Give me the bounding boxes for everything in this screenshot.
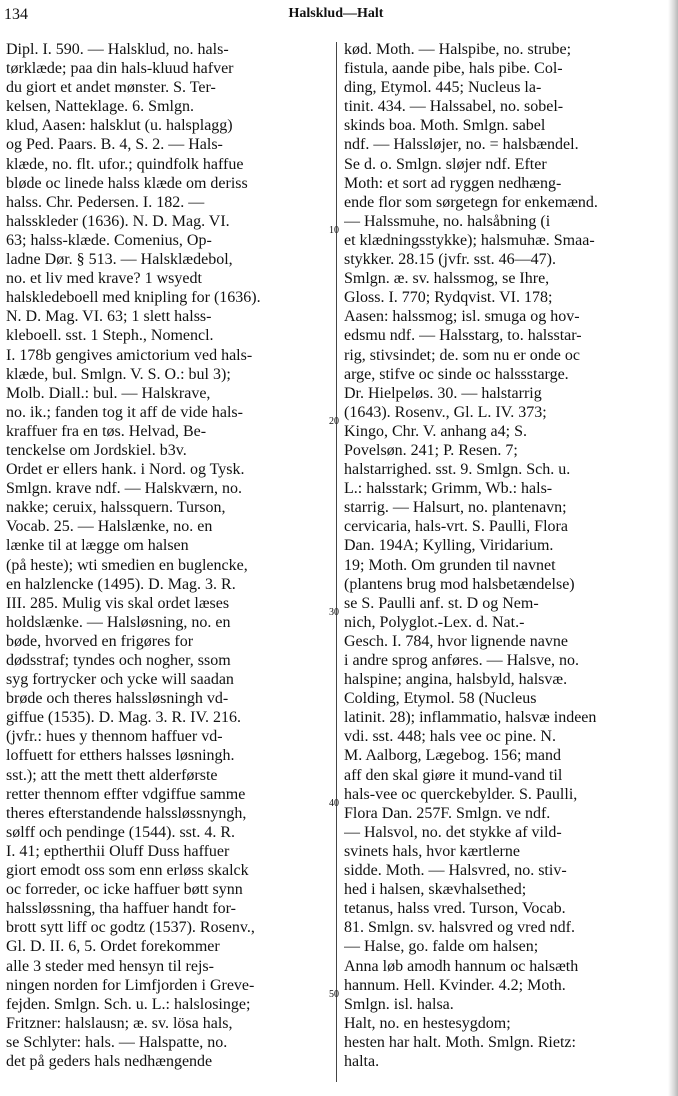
text-line: hannum. Hell. Kvinder. 4.2; Moth. (344, 976, 566, 994)
text-line: sidde. Moth. — Halsvred, no. stiv- (344, 862, 567, 880)
text-line: (plantens brug mod halsbetændelse) (344, 575, 575, 593)
page-number: 134 (4, 6, 28, 23)
text-line: no. ik.; fanden tog it aff de vide hals- (6, 403, 243, 421)
text-line: I. 178b gengives amictorium ved hals- (6, 346, 253, 364)
text-line: det på geders hals nedhængende (6, 1052, 213, 1070)
text-line: ladne Dør. § 513. — Halsklædebol, (6, 251, 233, 269)
text-line: bløde oc linede halss klæde om deriss (6, 174, 248, 192)
text-line: kød. Moth. — Halspibe, no. strube; (344, 41, 572, 58)
text-line: arge, stifve oc sinde oc halssstarge. (344, 365, 569, 383)
text-line: Dr. Hielpeløs. 30. — halstarrig (344, 384, 542, 402)
text-line: sst.); att the mett thett alderførste (6, 766, 218, 784)
text-line: Aasen: halssmog; isl. smuga og hov- (344, 308, 580, 326)
text-line: cervicaria, hals-vrt. S. Paulli, Flora (344, 518, 568, 536)
text-line: I. 41; eptherthii Oluff Duss haffuer (6, 842, 230, 860)
text-line: halspine; angina, halsbyld, halsvæ. (344, 671, 568, 689)
text-line: hesten har halt. Moth. Smlgn. Rietz: (344, 1033, 576, 1051)
text-line: rig, stivsindet; de. som nu er onde oc (344, 346, 580, 364)
text-line: du giort et andet mønster. S. Ter- (6, 79, 216, 97)
text-line: 81. Smlgn. sv. halsvred og vred ndf. (344, 919, 575, 937)
text-line: Halt, no. en hestesygdom; (344, 1014, 511, 1032)
line-marker: 40 (329, 798, 339, 809)
text-line: — Halssmuhe, no. halsåbning (i (344, 212, 551, 230)
text-line: III. 285. Mulig vis skal ordet læses (6, 594, 230, 612)
text-line: tinit. 434. — Halssabel, no. sobel- (344, 98, 564, 116)
text-line: hals-vee oc querckebylder. S. Paulli, (344, 785, 578, 803)
text-line: halss. Chr. Pedersen. I. 182. — (6, 193, 205, 211)
text-line: Gesch. I. 784, hvor lignende navne (344, 632, 568, 650)
text-line: giffue (1535). D. Mag. 3. R. IV. 216. (6, 709, 241, 727)
text-line: L.: halsstark; Grimm, Wb.: hals- (344, 480, 553, 498)
text-line: (på heste); wti smedien en buglencke, (6, 556, 248, 574)
text-line: 19; Moth. Om grunden til navnet (344, 556, 556, 574)
text-line: halskledeboell med knipling for (1636). (6, 289, 261, 307)
text-line: ndf. — Halssløjer, no. = halsbændel. (344, 136, 579, 154)
text-line: nakke; ceruix, halssquern. Turson, (6, 499, 226, 517)
text-line: bøde, hvorved en frigøres for (6, 632, 194, 650)
text-line: klæde, bul. Smlgn. V. S. O.: bul 3); (6, 365, 231, 383)
text-line: tørklæde; paa din hals-kluud hafver (6, 60, 234, 78)
text-line: Povelsøn. 241; P. Resen. 7; (344, 441, 518, 459)
text-line: se S. Paulli anf. st. D og Nem- (344, 594, 539, 612)
text-line: latinit. 28); inflammatio, halsvæ indeen (344, 709, 597, 727)
text-line: brott sytt liff oc godtz (1537). Rosenv., (6, 919, 255, 937)
text-line: no. et liv med krave? 1 wsyedt (6, 270, 202, 288)
text-line: Dan. 194A; Kylling, Viridarium. (344, 537, 554, 555)
text-line: klæde, no. flt. ufor.; quindfolk haffue (6, 155, 244, 173)
text-line: Smlgn. isl. halsa. (344, 995, 454, 1013)
line-marker: 20 (329, 416, 339, 427)
text-line: loffuett for etthers halsses løsningh. (6, 747, 235, 765)
text-line: holdslænke. — Halsløsning, no. en (6, 613, 231, 631)
right-column (344, 40, 666, 1071)
text-line: aff den skal giøre it mund-vand til (344, 766, 563, 784)
text-line: brøde och theres halssløsningh vd- (6, 690, 229, 708)
text-line: fistula, aande pibe, hals pibe. Col- (344, 60, 563, 78)
text-line: dødsstraf; tyndes och nogher, ssom (6, 652, 231, 669)
text-line: Smlgn. krave ndf. — Halskværn, no. (6, 480, 242, 498)
text-line: vdi. sst. 448; hals vee oc pine. N. (344, 728, 556, 746)
text-line: Colding, Etymol. 58 (Nucleus (344, 690, 537, 708)
text-line: Moth: et sort ad ryggen nedhæng- (344, 174, 562, 192)
text-line: et klædningsstykke); halsmuhæ. Smaa- (344, 231, 595, 249)
text-line: Gloss. I. 770; Rydqvist. VI. 178; (344, 289, 553, 307)
text-line: Dipl. I. 590. — Halsklud, no. hals- (6, 41, 229, 58)
text-line: alle 3 steder med hensyn til rejs- (6, 957, 214, 975)
text-line: kelsen, Natteklage. 6. Smlgn. (6, 98, 194, 116)
text-line: ende flor som sørgetegn for enkemænd. (344, 193, 598, 211)
line-marker: 10 (329, 225, 339, 236)
text-line: en halzlencke (1495). D. Mag. 3. R. (6, 575, 236, 593)
text-line: Fritzner: halslausn; æ. sv. lösa hals, (6, 1014, 233, 1032)
text-line: Smlgn. æ. sv. halssmog, se Ihre, (344, 270, 550, 288)
text-line: sølff och pendinge (1544). sst. 4. R. (6, 823, 236, 841)
text-line: (jvfr.: hues y thennom haffuer vd- (6, 728, 223, 746)
text-line: Molb. Diall.: bul. — Halskrave, (6, 384, 211, 402)
text-line: giort emodt oss som enn erløss skalck (6, 862, 249, 880)
text-line: se Schlyter: hals. — Halspatte, no. (6, 1033, 228, 1051)
text-line: Se d. o. Smlgn. sløjer ndf. Efter (344, 155, 547, 173)
text-line: tenckelse om Jordskiel. b3v. (6, 441, 187, 459)
text-line: oc forreder, oc icke haffuer bøtt synn (6, 881, 243, 899)
text-line: Vocab. 25. — Halslænke, no. en (6, 518, 213, 536)
text-line: halta. (344, 1052, 380, 1070)
text-line: ding, Etymol. 445; Nucleus la- (344, 79, 542, 97)
column-divider (336, 42, 337, 1082)
text-line: M. Aalborg, Lægebog. 156; mand (344, 747, 562, 765)
text-line: (1643). Rosenv., Gl. L. IV. 373; (344, 403, 547, 421)
text-line: Anna løb amodh hannum oc halsæth (344, 957, 579, 975)
text-line: fejden. Smlgn. Sch. u. L.: halslosinge; (6, 995, 251, 1013)
text-line: i andre sprog anføres. — Halsve, no. (344, 652, 580, 669)
text-line: Kingo, Chr. V. anhang a4; S. (344, 422, 527, 440)
text-line: svinets hals, hvor kærtlerne (344, 842, 520, 860)
text-line: — Halsvol, no. det stykke af vild- (344, 823, 562, 841)
text-line: Flora Dan. 257F. Smlgn. ve ndf. (344, 804, 551, 822)
running-head: Halsklud—Halt (288, 6, 384, 21)
line-marker: 30 (329, 607, 339, 618)
text-line: stykker. 28.15 (jvfr. sst. 46—47). (344, 251, 556, 269)
text-line: halssløssning, tha haffuer handt for- (6, 900, 236, 918)
text-line: halstarrighed. sst. 9. Smlgn. Sch. u. (344, 461, 571, 479)
text-line: theres efterstandende halssløssnyngh, (6, 804, 247, 822)
text-line: lænke til at lægge om halsen (6, 537, 189, 555)
text-line: ningen norden for Limfjorden i Greve- (6, 976, 255, 994)
text-line: tetanus, halss vred. Turson, Vocab. (344, 900, 566, 918)
text-line: retter thennom effter vdgiffue samme (6, 785, 246, 803)
page-edge-shadow (668, 0, 678, 1096)
text-line: kraffuer fra en tøs. Helvad, Be- (6, 422, 207, 440)
text-line: hed i halsen, skævhalsethed; (344, 881, 527, 899)
page-header (4, 6, 668, 28)
text-line: syg fortrycker och ycke will saadan (6, 671, 234, 689)
text-line: N. D. Mag. VI. 63; 1 slett halss- (6, 308, 212, 326)
text-line: nich, Polyglot.-Lex. d. Nat.- (344, 613, 525, 631)
text-line: Ordet er ellers hank. i Nord. og Tysk. (6, 461, 245, 479)
text-line: halsskleder (1636). N. D. Mag. VI. (6, 212, 230, 230)
text-line: klud, Aasen: halsklut (u. halsplagg) (6, 117, 233, 135)
left-column (6, 40, 331, 1071)
text-line: — Halse, go. falde om halsen; (344, 938, 539, 956)
text-line: og Ped. Paars. B. 4, S. 2. — Hals- (6, 136, 223, 154)
text-line: starrig. — Halsurt, no. plantenavn; (344, 499, 567, 517)
text-line: 63; halss-klæde. Comenius, Op- (6, 231, 212, 249)
text-line: edsmu ndf. — Halsstarg, to. halsstar- (344, 327, 582, 345)
line-marker: 50 (329, 989, 339, 1000)
text-line: kleboell. sst. 1 Steph., Nomencl. (6, 327, 214, 345)
text-line: Gl. D. II. 6, 5. Ordet forekommer (6, 938, 220, 956)
text-line: skinds boa. Moth. Smlgn. sabel (344, 117, 546, 135)
